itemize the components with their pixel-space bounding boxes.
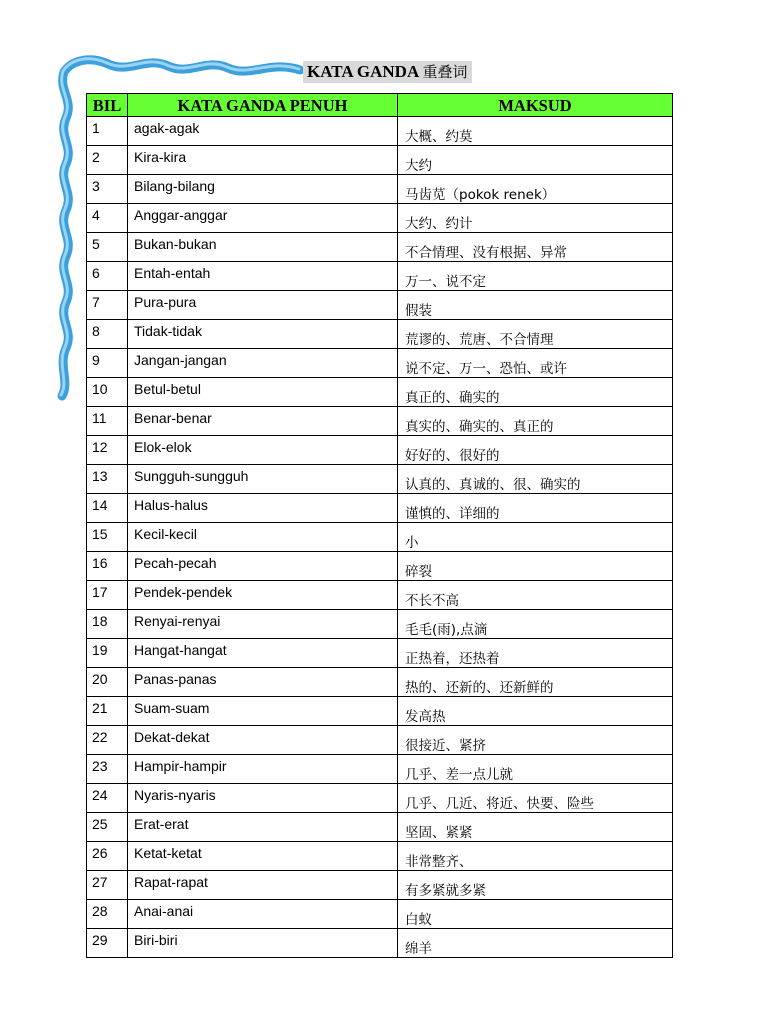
- row-word: Tidak-tidak: [128, 320, 398, 349]
- table-row: [87, 668, 673, 697]
- row-meaning: 好好的、很好的: [398, 436, 673, 465]
- row-meaning: 几乎、几近、将近、快要、险些: [398, 784, 673, 813]
- header-bil: BIL: [87, 94, 128, 117]
- row-number: 14: [87, 494, 128, 523]
- row-meaning: 小: [398, 523, 673, 552]
- row-meaning: 大概、约莫: [398, 117, 673, 146]
- row-meaning: 很接近、紧挤: [398, 726, 673, 755]
- table-row: [87, 784, 673, 813]
- row-meaning: 白蚁: [398, 900, 673, 929]
- row-word: Kecil-kecil: [128, 523, 398, 552]
- row-number: 15: [87, 523, 128, 552]
- row-number: 17: [87, 581, 128, 610]
- table-row: [87, 639, 673, 668]
- row-word: Anai-anai: [128, 900, 398, 929]
- row-word: Rapat-rapat: [128, 871, 398, 900]
- row-meaning: 有多紧就多紧: [398, 871, 673, 900]
- table-row: [87, 146, 673, 175]
- table-row: [87, 175, 673, 204]
- table-row: [87, 436, 673, 465]
- row-number: 26: [87, 842, 128, 871]
- row-word: Bukan-bukan: [128, 233, 398, 262]
- row-word: Ketat-ketat: [128, 842, 398, 871]
- row-word: Kira-kira: [128, 146, 398, 175]
- table-row: [87, 813, 673, 842]
- row-meaning: 谨慎的、详细的: [398, 494, 673, 523]
- row-number: 22: [87, 726, 128, 755]
- row-number: 7: [87, 291, 128, 320]
- row-meaning: 大约、约计: [398, 204, 673, 233]
- row-word: Hangat-hangat: [128, 639, 398, 668]
- row-word: Erat-erat: [128, 813, 398, 842]
- table-row: [87, 320, 673, 349]
- title-chinese: 重叠词: [422, 63, 468, 81]
- row-word: Bilang-bilang: [128, 175, 398, 204]
- table-row: [87, 900, 673, 929]
- row-meaning: 万一、说不定: [398, 262, 673, 291]
- row-word: Hampir-hampir: [128, 755, 398, 784]
- row-meaning: 假装: [398, 291, 673, 320]
- row-meaning: 非常整齐、: [398, 842, 673, 871]
- title-main: KATA GANDA: [307, 62, 419, 81]
- row-meaning: 绵羊: [398, 929, 673, 958]
- table-row: [87, 494, 673, 523]
- row-number: 5: [87, 233, 128, 262]
- row-number: 28: [87, 900, 128, 929]
- row-number: 3: [87, 175, 128, 204]
- row-word: Sungguh-sungguh: [128, 465, 398, 494]
- row-word: Pura-pura: [128, 291, 398, 320]
- row-number: 8: [87, 320, 128, 349]
- table-row: [87, 610, 673, 639]
- table-row: [87, 291, 673, 320]
- page-title: [303, 61, 472, 83]
- row-meaning: 马齿苋（pokok renek）: [398, 175, 673, 204]
- row-word: Dekat-dekat: [128, 726, 398, 755]
- row-word: agak-agak: [128, 117, 398, 146]
- row-word: Betul-betul: [128, 378, 398, 407]
- row-number: 9: [87, 349, 128, 378]
- table-row: [87, 842, 673, 871]
- row-meaning: 大约: [398, 146, 673, 175]
- row-number: 18: [87, 610, 128, 639]
- row-meaning: 说不定、万一、恐怕、或许: [398, 349, 673, 378]
- row-number: 24: [87, 784, 128, 813]
- table-row: [87, 929, 673, 958]
- row-meaning: 真实的、确实的、真正的: [398, 407, 673, 436]
- row-word: Biri-biri: [128, 929, 398, 958]
- row-meaning: 碎裂: [398, 552, 673, 581]
- table-row: [87, 552, 673, 581]
- row-word: Panas-panas: [128, 668, 398, 697]
- row-word: Halus-halus: [128, 494, 398, 523]
- table-row: [87, 581, 673, 610]
- table-header-row: [87, 94, 673, 117]
- row-word: Suam-suam: [128, 697, 398, 726]
- row-number: 1: [87, 117, 128, 146]
- table-body: [87, 117, 673, 958]
- row-meaning: 正热着，还热着: [398, 639, 673, 668]
- row-meaning: 荒谬的、荒唐、不合情理: [398, 320, 673, 349]
- row-number: 12: [87, 436, 128, 465]
- row-word: Benar-benar: [128, 407, 398, 436]
- table-row: [87, 378, 673, 407]
- row-word: Nyaris-nyaris: [128, 784, 398, 813]
- row-number: 29: [87, 929, 128, 958]
- table-row: [87, 233, 673, 262]
- row-meaning: 坚固、紧紧: [398, 813, 673, 842]
- row-meaning: 不长不高: [398, 581, 673, 610]
- vocabulary-table: [86, 93, 673, 958]
- table-row: [87, 204, 673, 233]
- row-number: 25: [87, 813, 128, 842]
- row-number: 2: [87, 146, 128, 175]
- table-row: [87, 726, 673, 755]
- row-number: 20: [87, 668, 128, 697]
- table-row: [87, 465, 673, 494]
- table-row: [87, 871, 673, 900]
- row-number: 10: [87, 378, 128, 407]
- row-number: 21: [87, 697, 128, 726]
- table-row: [87, 523, 673, 552]
- row-number: 6: [87, 262, 128, 291]
- row-number: 19: [87, 639, 128, 668]
- row-number: 13: [87, 465, 128, 494]
- row-meaning: 热的、还新的、还新鲜的: [398, 668, 673, 697]
- row-meaning: 几乎、差一点儿就: [398, 755, 673, 784]
- table-row: [87, 407, 673, 436]
- row-word: Pendek-pendek: [128, 581, 398, 610]
- row-number: 23: [87, 755, 128, 784]
- row-number: 16: [87, 552, 128, 581]
- row-word: Renyai-renyai: [128, 610, 398, 639]
- row-word: Entah-entah: [128, 262, 398, 291]
- header-word: KATA GANDA PENUH: [128, 94, 398, 117]
- row-word: Pecah-pecah: [128, 552, 398, 581]
- header-meaning: MAKSUD: [398, 94, 673, 117]
- table-row: [87, 697, 673, 726]
- row-number: 11: [87, 407, 128, 436]
- table-row: [87, 262, 673, 291]
- row-word: Anggar-anggar: [128, 204, 398, 233]
- row-meaning: 毛毛(雨),点滴: [398, 610, 673, 639]
- table-row: [87, 117, 673, 146]
- table-row: [87, 755, 673, 784]
- row-meaning: 发高热: [398, 697, 673, 726]
- table-row: [87, 349, 673, 378]
- row-meaning: 不合情理、没有根据、异常: [398, 233, 673, 262]
- row-meaning: 真正的、确实的: [398, 378, 673, 407]
- row-word: Elok-elok: [128, 436, 398, 465]
- row-number: 4: [87, 204, 128, 233]
- row-word: Jangan-jangan: [128, 349, 398, 378]
- row-number: 27: [87, 871, 128, 900]
- row-meaning: 认真的、真诚的、很、确实的: [398, 465, 673, 494]
